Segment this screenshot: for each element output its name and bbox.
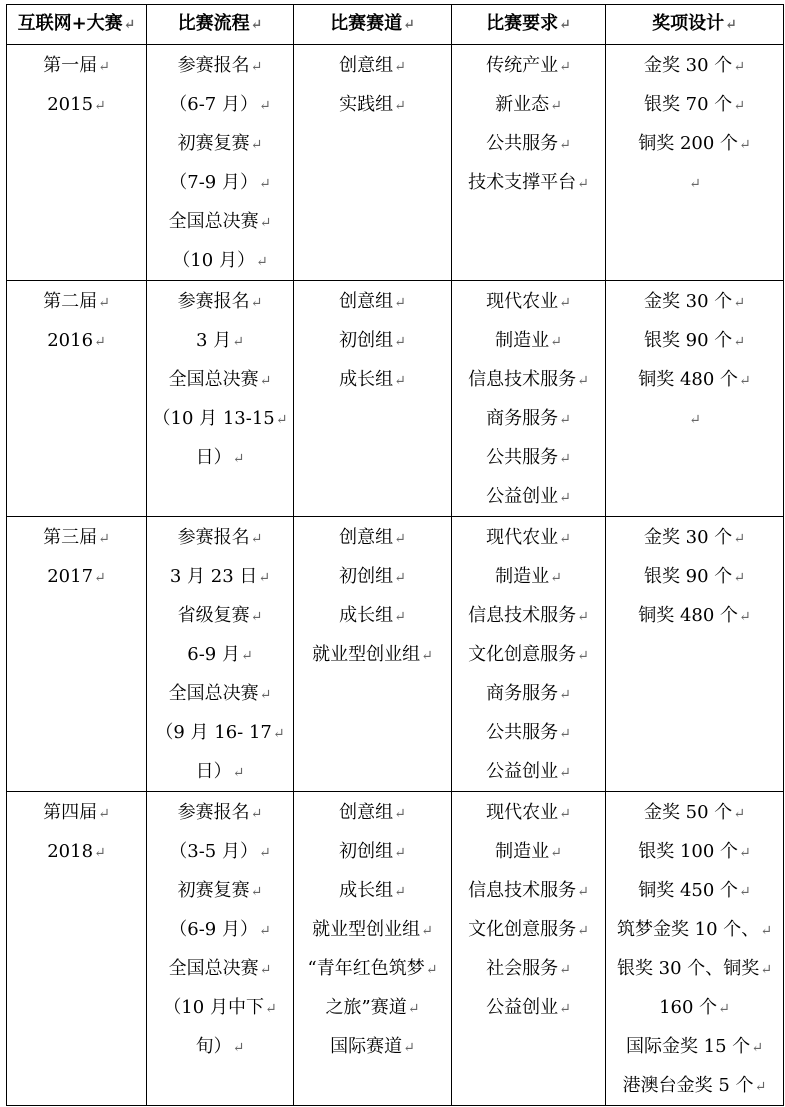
cell-line: 3 月 ↵	[147, 321, 293, 360]
cell-line: 文化创意服务 ↵	[452, 910, 605, 949]
tracks-cell	[294, 517, 452, 792]
cell-line: 港澳台金奖 5 个 ↵	[606, 1066, 783, 1105]
cell-line: 日） ↵	[147, 752, 293, 791]
cell-line: 初赛复赛 ↵	[147, 871, 293, 910]
cell-line: 参赛报名 ↵	[147, 46, 293, 85]
cell-line: 筑梦金奖 10 个、 ↵	[606, 910, 783, 949]
cell-line: 银奖 30 个、铜奖 ↵	[606, 949, 783, 988]
competition-table	[6, 4, 784, 1106]
cell-line: （6-9 月） ↵	[147, 910, 293, 949]
cell-line: 公益创业 ↵	[452, 988, 605, 1027]
cell-line: 2015 ↵	[7, 85, 146, 124]
cell-line: 成长组 ↵	[294, 596, 451, 635]
requirements-cell	[452, 45, 606, 281]
cell-line: 6-9 月 ↵	[147, 635, 293, 674]
cell-line: 银奖 100 个 ↵	[606, 832, 783, 871]
cell-line: 银奖 70 个 ↵	[606, 85, 783, 124]
cell-line: 金奖 30 个 ↵	[606, 282, 783, 321]
cell-line: 现代农业 ↵	[452, 793, 605, 832]
cell-line: 铜奖 450 个 ↵	[606, 871, 783, 910]
cell-line: 创意组 ↵	[294, 46, 451, 85]
cell-line: 实践组 ↵	[294, 85, 451, 124]
cell-line: 铜奖 480 个 ↵	[606, 596, 783, 635]
cell-line: 公共服务 ↵	[452, 713, 605, 752]
cell-line: 旬） ↵	[147, 1027, 293, 1066]
cell-line: 参赛报名 ↵	[147, 282, 293, 321]
cell-line: 国际赛道 ↵	[294, 1027, 451, 1066]
cell-line: （10 月中下 ↵	[147, 988, 293, 1027]
cell-line: 3 月 23 日 ↵	[147, 557, 293, 596]
cell-line	[606, 163, 783, 202]
cell-line: 公共服务 ↵	[452, 438, 605, 477]
cell-line: 初创组 ↵	[294, 557, 451, 596]
header-edition: 互联网+大赛 ↵	[7, 5, 147, 45]
cell-line: （3-5 月） ↵	[147, 832, 293, 871]
process-cell	[147, 517, 294, 792]
cell-line: 社会服务 ↵	[452, 949, 605, 988]
requirements-cell	[452, 517, 606, 792]
requirements-cell	[452, 281, 606, 517]
table-row	[7, 281, 784, 517]
cell-line: 铜奖 480 个 ↵	[606, 360, 783, 399]
edition-cell	[7, 792, 147, 1106]
cell-line: 第一届 ↵	[7, 46, 146, 85]
cell-line: 金奖 30 个 ↵	[606, 46, 783, 85]
cell-line: 现代农业 ↵	[452, 518, 605, 557]
cell-line: 之旅”赛道 ↵	[294, 988, 451, 1027]
edition-cell	[7, 281, 147, 517]
cell-line: 信息技术服务 ↵	[452, 871, 605, 910]
cell-line: 创意组 ↵	[294, 793, 451, 832]
header-process: 比赛流程 ↵	[147, 5, 294, 45]
edition-cell	[7, 517, 147, 792]
cell-line: 创意组 ↵	[294, 282, 451, 321]
cell-line: （7-9 月） ↵	[147, 163, 293, 202]
cell-line: 银奖 90 个 ↵	[606, 557, 783, 596]
header-tracks: 比赛赛道 ↵	[294, 5, 452, 45]
cell-line: 就业型创业组 ↵	[294, 910, 451, 949]
cell-line: （10 月 13-15 ↵	[147, 399, 293, 438]
cell-line: 信息技术服务 ↵	[452, 596, 605, 635]
cell-line: 初创组 ↵	[294, 832, 451, 871]
cell-line: 成长组 ↵	[294, 871, 451, 910]
cell-line: 公益创业 ↵	[452, 752, 605, 791]
cell-line: 全国总决赛 ↵	[147, 360, 293, 399]
cell-line: 创意组 ↵	[294, 518, 451, 557]
cell-line: 商务服务 ↵	[452, 399, 605, 438]
header-requirements: 比赛要求 ↵	[452, 5, 606, 45]
cell-line: 全国总决赛 ↵	[147, 202, 293, 241]
cell-line: 初创组 ↵	[294, 321, 451, 360]
process-cell	[147, 45, 294, 281]
awards-cell	[606, 517, 784, 792]
table-row	[7, 45, 784, 281]
cell-line: 制造业 ↵	[452, 832, 605, 871]
awards-cell	[606, 792, 784, 1106]
cell-line: 日） ↵	[147, 438, 293, 477]
cell-line: （9 月 16- 17 ↵	[147, 713, 293, 752]
cell-line: 制造业 ↵	[452, 557, 605, 596]
cell-line: 第二届 ↵	[7, 282, 146, 321]
cell-line: 第四届 ↵	[7, 793, 146, 832]
cell-line: 160 个 ↵	[606, 988, 783, 1027]
cell-line: 公共服务 ↵	[452, 124, 605, 163]
cell-line: 2016 ↵	[7, 321, 146, 360]
process-cell	[147, 281, 294, 517]
tracks-cell	[294, 45, 452, 281]
cell-line: 国际金奖 15 个 ↵	[606, 1027, 783, 1066]
cell-line: 信息技术服务 ↵	[452, 360, 605, 399]
requirements-cell	[452, 792, 606, 1106]
cell-line: 铜奖 200 个 ↵	[606, 124, 783, 163]
cell-line: “青年红色筑梦 ↵	[294, 949, 451, 988]
cell-line: 新业态 ↵	[452, 85, 605, 124]
cell-line	[606, 399, 783, 438]
awards-cell	[606, 45, 784, 281]
cell-line: 2017 ↵	[7, 557, 146, 596]
cell-line: 参赛报名 ↵	[147, 793, 293, 832]
cell-line: 银奖 90 个 ↵	[606, 321, 783, 360]
cell-line: （6-7 月） ↵	[147, 85, 293, 124]
cell-line: 金奖 30 个 ↵	[606, 518, 783, 557]
tracks-cell	[294, 281, 452, 517]
cell-line: 成长组 ↵	[294, 360, 451, 399]
cell-line: 全国总决赛 ↵	[147, 674, 293, 713]
cell-line: 传统产业 ↵	[452, 46, 605, 85]
table-row	[7, 517, 784, 792]
edition-cell	[7, 45, 147, 281]
cell-line: 2018 ↵	[7, 832, 146, 871]
cell-line: 金奖 50 个 ↵	[606, 793, 783, 832]
header-awards: 奖项设计 ↵	[606, 5, 784, 45]
tracks-cell	[294, 792, 452, 1106]
cell-line: 就业型创业组 ↵	[294, 635, 451, 674]
process-cell	[147, 792, 294, 1106]
cell-line: 商务服务 ↵	[452, 674, 605, 713]
cell-line: 技术支撑平台 ↵	[452, 163, 605, 202]
cell-line: （10 月） ↵	[147, 241, 293, 280]
cell-line: 第三届 ↵	[7, 518, 146, 557]
cell-line: 省级复赛 ↵	[147, 596, 293, 635]
cell-line: 全国总决赛 ↵	[147, 949, 293, 988]
awards-cell	[606, 281, 784, 517]
cell-line: 参赛报名 ↵	[147, 518, 293, 557]
cell-line: 公益创业 ↵	[452, 477, 605, 516]
cell-line: 现代农业 ↵	[452, 282, 605, 321]
table-row	[7, 792, 784, 1106]
cell-line: 制造业 ↵	[452, 321, 605, 360]
header-row	[7, 5, 784, 45]
cell-line: 初赛复赛 ↵	[147, 124, 293, 163]
cell-line: 文化创意服务 ↵	[452, 635, 605, 674]
